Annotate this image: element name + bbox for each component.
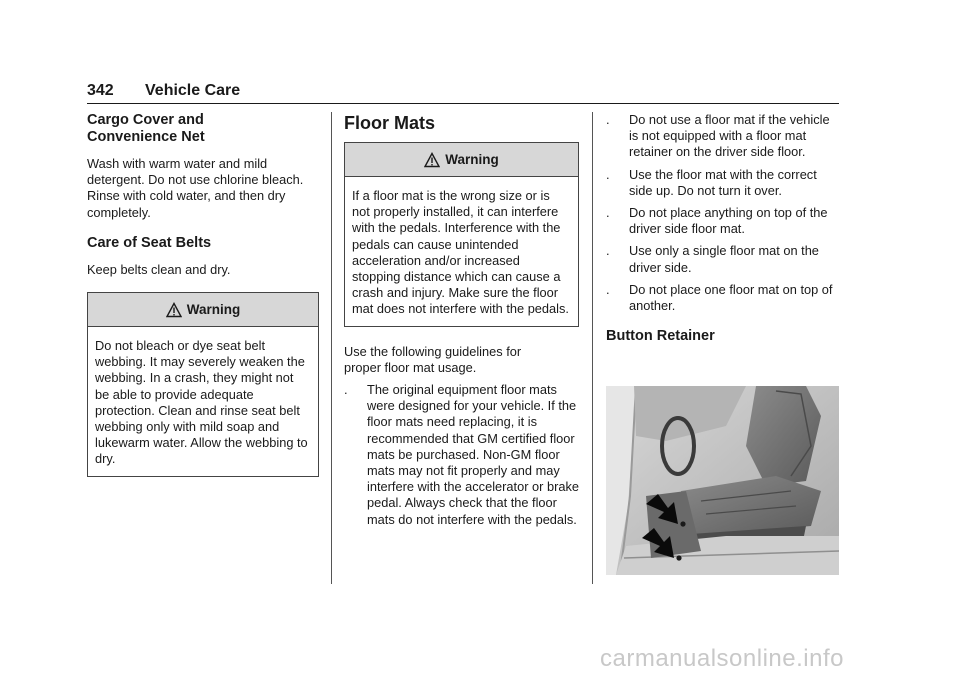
retainer-button-icon bbox=[680, 521, 685, 526]
bullet-text: Do not place one floor mat on top of another. bbox=[629, 281, 833, 314]
bullet-mark: . bbox=[606, 243, 610, 259]
bullet-text: Use the floor mat with the correct side up. Do not turn it over. bbox=[629, 166, 817, 198]
para-cargo-cover: Wash with warm water and mild detergent. Do not use chlorine bleach. Rinse with cold water, and then dry completely. bbox=[87, 156, 304, 220]
bullet-text: Use only a single floor mat on the driver side. bbox=[629, 243, 819, 275]
heading-cargo-cover: Cargo Cover and Convenience Net bbox=[87, 112, 205, 145]
warning-title: Warning bbox=[186, 302, 241, 318]
list-item bbox=[344, 382, 579, 528]
section-title: Vehicle Care bbox=[145, 82, 241, 99]
warning-box-floor-mats bbox=[344, 142, 579, 327]
column-left bbox=[87, 112, 319, 477]
column-divider-2 bbox=[592, 112, 593, 584]
heading-seat-belts: Care of Seat Belts bbox=[87, 234, 212, 251]
warning-text: If a floor mat is the wrong size or is not properly installed, it can interfere with the pedals. Interference with the pedals can cause unintended acceleration and/or increased stopping distance which can cause a crash and injury. Make sure the floor mat does not interfere with the pedals. bbox=[352, 188, 569, 317]
watermark: carmanualsonline.info bbox=[600, 645, 844, 672]
heading-button-retainer: Button Retainer bbox=[606, 328, 715, 345]
page-header bbox=[87, 82, 839, 104]
heading-floor-mats: Floor Mats bbox=[344, 113, 436, 133]
para-seat-belts: Keep belts clean and dry. bbox=[87, 261, 231, 277]
column-divider-1 bbox=[331, 112, 332, 584]
warning-header bbox=[345, 143, 578, 177]
bullet-mark: . bbox=[606, 166, 610, 182]
list-item bbox=[606, 112, 839, 161]
page-number: 342 bbox=[87, 82, 114, 99]
bullet-mark: . bbox=[606, 112, 610, 127]
warning-header bbox=[88, 293, 318, 327]
retainer-button-icon bbox=[676, 555, 681, 560]
warning-icon bbox=[166, 302, 182, 318]
warning-box-seat-belts bbox=[87, 292, 319, 477]
bullet-text: Do not place anything on top of the driver side floor mat. bbox=[629, 205, 828, 237]
bullet-text: The original equipment floor mats were designed for your vehicle. If the floor mats need replacing, it is recommended that GM certified floor mats be purchased. Non-GM floor mats may not fit properly and may interfere with the accelerator or brake pedal. Always check that the floor mats do not interfere with the pedals. bbox=[367, 382, 579, 527]
warning-text: Do not bleach or dye seat belt webbing. It may severely weaken the webbing. In a crash, they might not be able to provide adequate protection. Clean and rinse seat belt webbing only with mild soap and lukewarm water. Allow the webbing to dry. bbox=[95, 338, 308, 467]
bullet-mark: . bbox=[344, 382, 348, 398]
warning-icon bbox=[424, 152, 440, 168]
column-right bbox=[606, 112, 839, 345]
list-item bbox=[606, 167, 839, 199]
bullet-mark: . bbox=[606, 205, 610, 221]
bullet-mark: . bbox=[606, 281, 610, 297]
column-middle bbox=[344, 112, 579, 528]
list-item bbox=[606, 282, 839, 314]
floor-mat-retainer-illustration bbox=[606, 386, 839, 575]
list-item bbox=[606, 243, 839, 275]
bullet-text: Do not use a floor mat if the vehicle is not equipped with a floor mat retainer on the driver side floor. bbox=[629, 112, 830, 160]
para-floor-mat-intro: Use the following guidelines for proper floor mat usage. bbox=[344, 343, 522, 375]
header-divider bbox=[87, 103, 839, 104]
list-item bbox=[606, 205, 839, 237]
warning-title: Warning bbox=[445, 152, 499, 167]
